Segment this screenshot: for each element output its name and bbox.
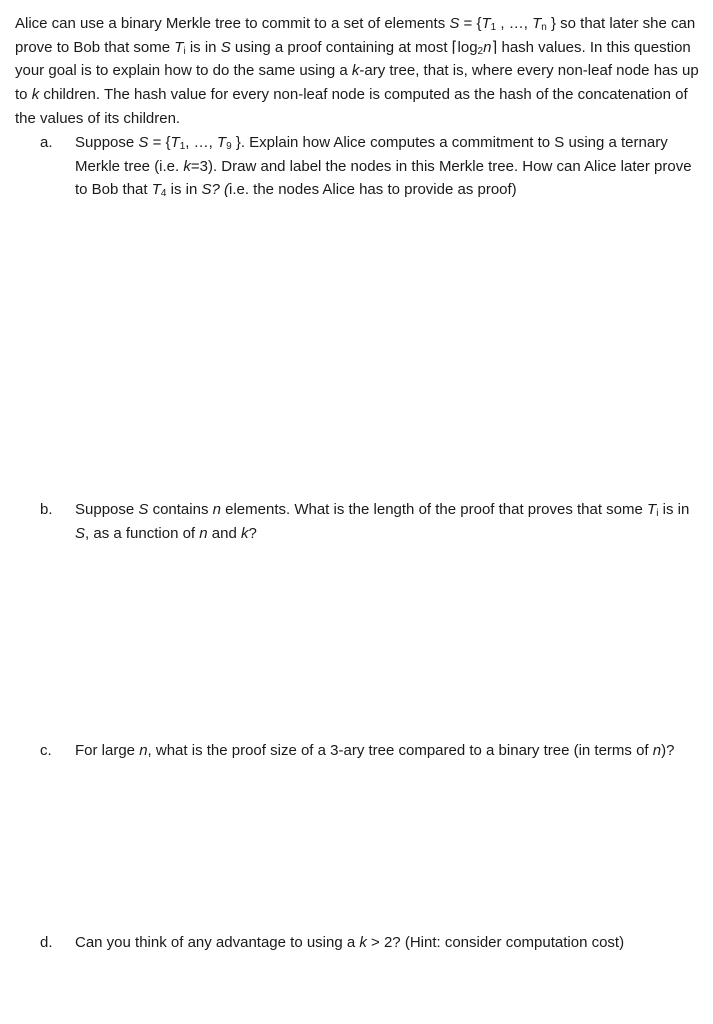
q-text: , …,: [185, 134, 217, 151]
var-T: T: [151, 181, 161, 199]
var-T: T: [532, 15, 542, 32]
subscript-i: i: [656, 508, 659, 519]
q-text: )?: [661, 742, 675, 759]
var-n: n: [199, 524, 208, 542]
q-text: Suppose: [75, 501, 139, 518]
subscript-1: 1: [490, 22, 497, 33]
q-text: = {: [148, 134, 171, 151]
question-a: [40, 131, 700, 202]
var-n: n: [652, 742, 662, 759]
q-text: is in: [166, 181, 202, 199]
var-k: k: [359, 934, 367, 951]
question-c: [40, 739, 700, 763]
var-S: S: [220, 38, 231, 56]
var-S-question: S? (: [201, 181, 229, 199]
question-label: c.: [40, 742, 52, 759]
var-n: n: [212, 501, 221, 518]
var-k: k: [183, 157, 191, 175]
intro-text: = {: [459, 15, 482, 32]
question-text: [75, 131, 700, 202]
q-text: =3). Draw and label the nodes in this Merkle tree. How can Alice later prove to Bob that: [75, 157, 692, 199]
var-S: S: [75, 524, 86, 542]
var-n: n: [483, 38, 492, 56]
intro-paragraph: [15, 12, 705, 131]
q-text: i.e. the nodes Alice has to provide as proof): [229, 181, 517, 199]
question-text: [75, 498, 700, 545]
var-S: S: [138, 501, 149, 518]
subscript-n: n: [541, 22, 547, 33]
intro-text: , …,: [496, 15, 533, 32]
question-label: b.: [40, 501, 53, 518]
q-text: contains: [148, 501, 213, 518]
subscript-1: 1: [179, 141, 186, 152]
question-b: [40, 498, 700, 545]
var-T: T: [647, 501, 657, 518]
intro-text: -ary tree, that is, where every non-leaf node has up to: [15, 62, 699, 104]
q-text: For large: [75, 742, 140, 759]
subscript-i: i: [183, 45, 186, 57]
subscript-2: 2: [477, 45, 484, 57]
var-n: n: [139, 742, 148, 759]
q-text: elements. What is the length of the proof that proves that some: [220, 501, 648, 518]
intro-text: ⌉ hash values. In this question your goal is to explain how to do the same using a: [15, 38, 691, 80]
subscript-9: 9: [226, 141, 232, 152]
question-label: d.: [40, 934, 53, 951]
intro-text: is in: [185, 38, 221, 56]
intro-text: Alice can use a binary Merkle tree to commit to a set of elements: [15, 15, 450, 32]
q-text: , what is the proof size of a 3-ary tree compared to a binary tree (in terms of: [147, 742, 653, 759]
var-S: S: [138, 134, 149, 151]
q-text: ?: [248, 524, 257, 542]
subscript-4: 4: [160, 188, 167, 200]
var-k: k: [351, 62, 360, 80]
var-T: T: [481, 15, 491, 32]
q-text: is in: [658, 501, 690, 518]
question-text: [75, 931, 700, 955]
intro-text: using a proof containing at most ⌈log: [230, 38, 478, 56]
var-k: k: [31, 86, 40, 104]
q-text: }. Explain how Alice computes a commitment to S using a ternary Merkle tree (i.e.: [75, 134, 668, 175]
var-T: T: [170, 134, 180, 151]
var-T: T: [174, 38, 184, 56]
q-text: and: [207, 524, 241, 542]
q-text: > 2? (Hint: consider computation cost): [366, 934, 625, 951]
question-label: a.: [40, 134, 53, 151]
intro-text: } so that later she can prove to Bob that some: [15, 15, 696, 56]
var-k: k: [240, 524, 249, 542]
var-T: T: [216, 134, 227, 151]
q-text: , as a function of: [85, 524, 200, 542]
q-text: Can you think of any advantage to using a: [75, 934, 360, 951]
var-S: S: [449, 15, 460, 32]
question-d: [40, 931, 700, 955]
question-text: [75, 739, 700, 763]
intro-text: children. The hash value for every non-leaf node is computed as the hash of the concatenation of the values of its children.: [15, 86, 688, 127]
q-text: Suppose: [75, 134, 139, 151]
